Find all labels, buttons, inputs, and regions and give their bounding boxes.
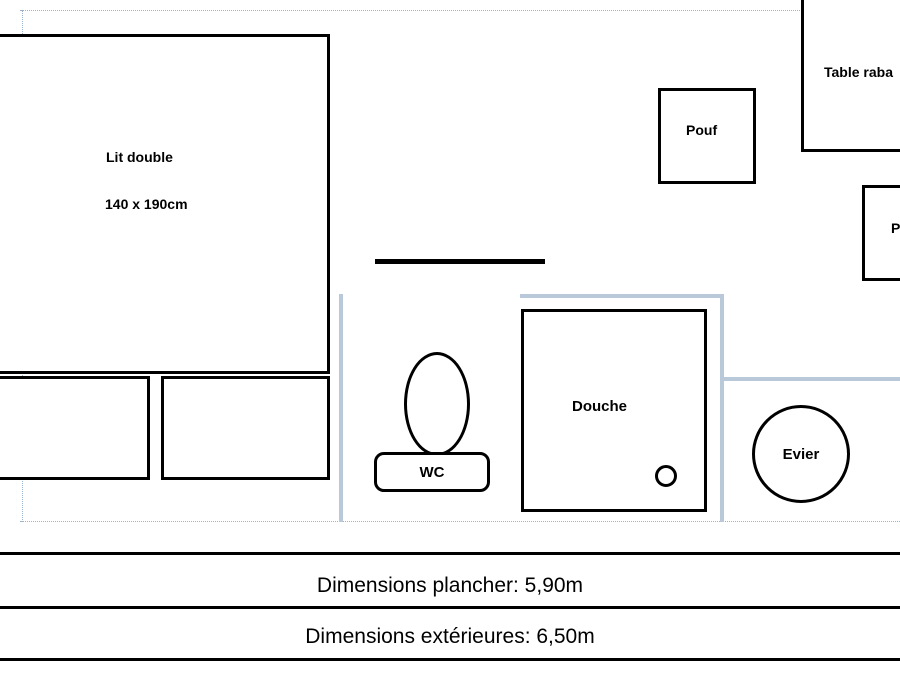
storage-block-right — [161, 376, 330, 480]
pouf-secondary-label: P — [891, 220, 900, 236]
sink-label: Evier — [782, 445, 820, 463]
storage-block-left — [0, 376, 150, 480]
shower-drain-icon — [655, 465, 677, 487]
pouf-label: Pouf — [686, 122, 718, 138]
guide-line-top — [20, 10, 900, 11]
wc-bowl-shape — [404, 352, 470, 456]
bed-label-line1: Lit double — [106, 149, 173, 165]
bathroom-wall-left — [339, 294, 343, 522]
partition-bar — [375, 259, 545, 264]
bathroom-wall-top — [520, 294, 724, 298]
dimension-floor-line-top — [0, 552, 900, 555]
bathroom-wall-right — [720, 294, 724, 522]
bed-label-line2: 140 x 190cm — [105, 196, 188, 212]
sink-shape — [752, 405, 850, 503]
dimension-floor-label: Dimensions plancher: 5,90m — [316, 574, 584, 597]
wc-tank-shape — [374, 452, 490, 492]
dimension-floor-line-bottom — [0, 606, 900, 609]
wc-label: WC — [419, 463, 445, 481]
shower-label: Douche — [572, 398, 628, 415]
folding-table-label: Table raba — [824, 64, 893, 80]
dimension-exterior-label: Dimensions extérieures: 6,50m — [305, 625, 595, 648]
dimension-exterior-line-bottom — [0, 658, 900, 661]
kitchen-wall-top — [724, 377, 900, 381]
guide-line-bottom — [20, 521, 900, 522]
